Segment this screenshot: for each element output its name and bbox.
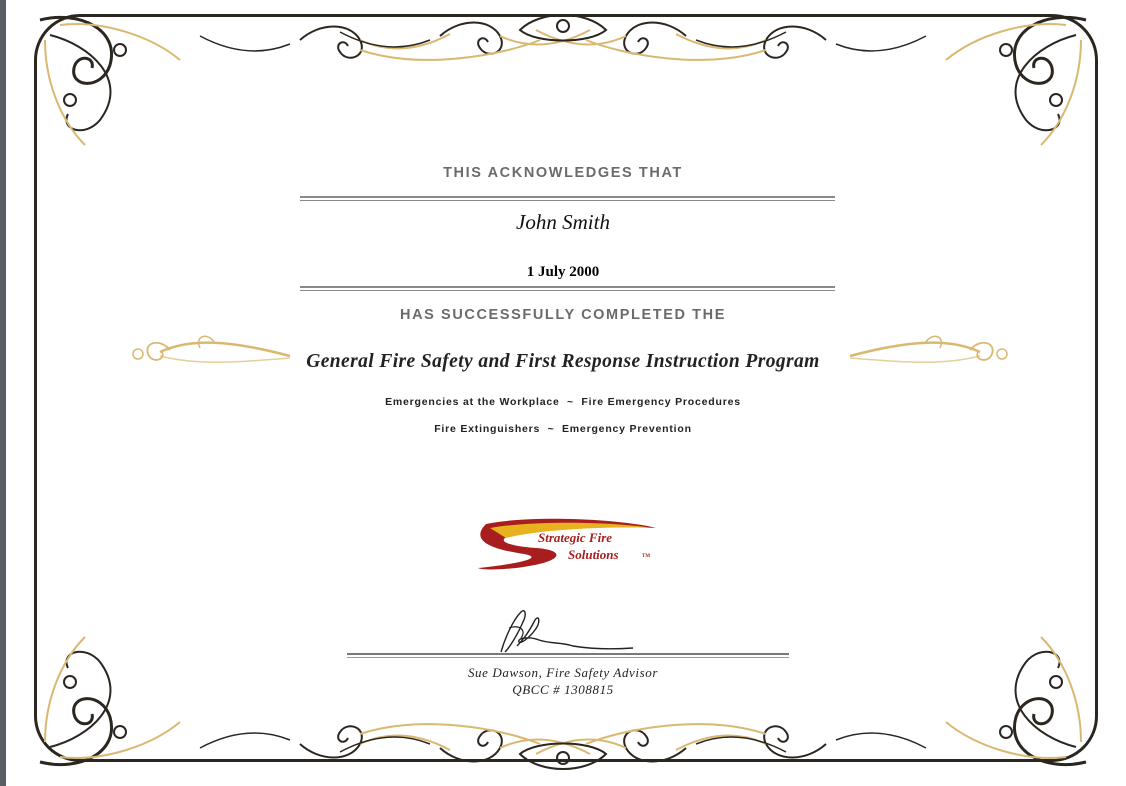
completion-date: 1 July 2000	[526, 264, 600, 280]
signatory-name: Sue Dawson, Fire Safety Advisor	[467, 665, 659, 680]
signature-icon	[495, 608, 645, 658]
signature-line	[347, 653, 789, 658]
swoosh-logo-icon	[476, 518, 660, 574]
signatory-license: QBCC # 1308815	[512, 682, 614, 697]
rule-top	[300, 196, 835, 201]
rule-bottom	[300, 286, 835, 291]
logo-trademark: TM	[642, 554, 651, 559]
logo-text-line-1: Strategic Fire	[538, 530, 613, 545]
company-logo	[476, 518, 660, 574]
completed-heading: HAS SUCCESSFULLY COMPLETED THE	[400, 307, 726, 323]
logo-text-line-2: Solutions	[568, 547, 619, 562]
program-title: General Fire Safety and First Response Instruction Program	[306, 351, 820, 372]
topics-line-1: Emergencies at the Workplace ~ Fire Emergency Procedures	[385, 396, 741, 408]
recipient-name: John Smith	[516, 210, 610, 234]
acknowledges-heading: THIS ACKNOWLEDGES THAT	[443, 165, 683, 181]
topics-line-2: Fire Extinguishers ~ Emergency Prevention	[434, 423, 692, 435]
